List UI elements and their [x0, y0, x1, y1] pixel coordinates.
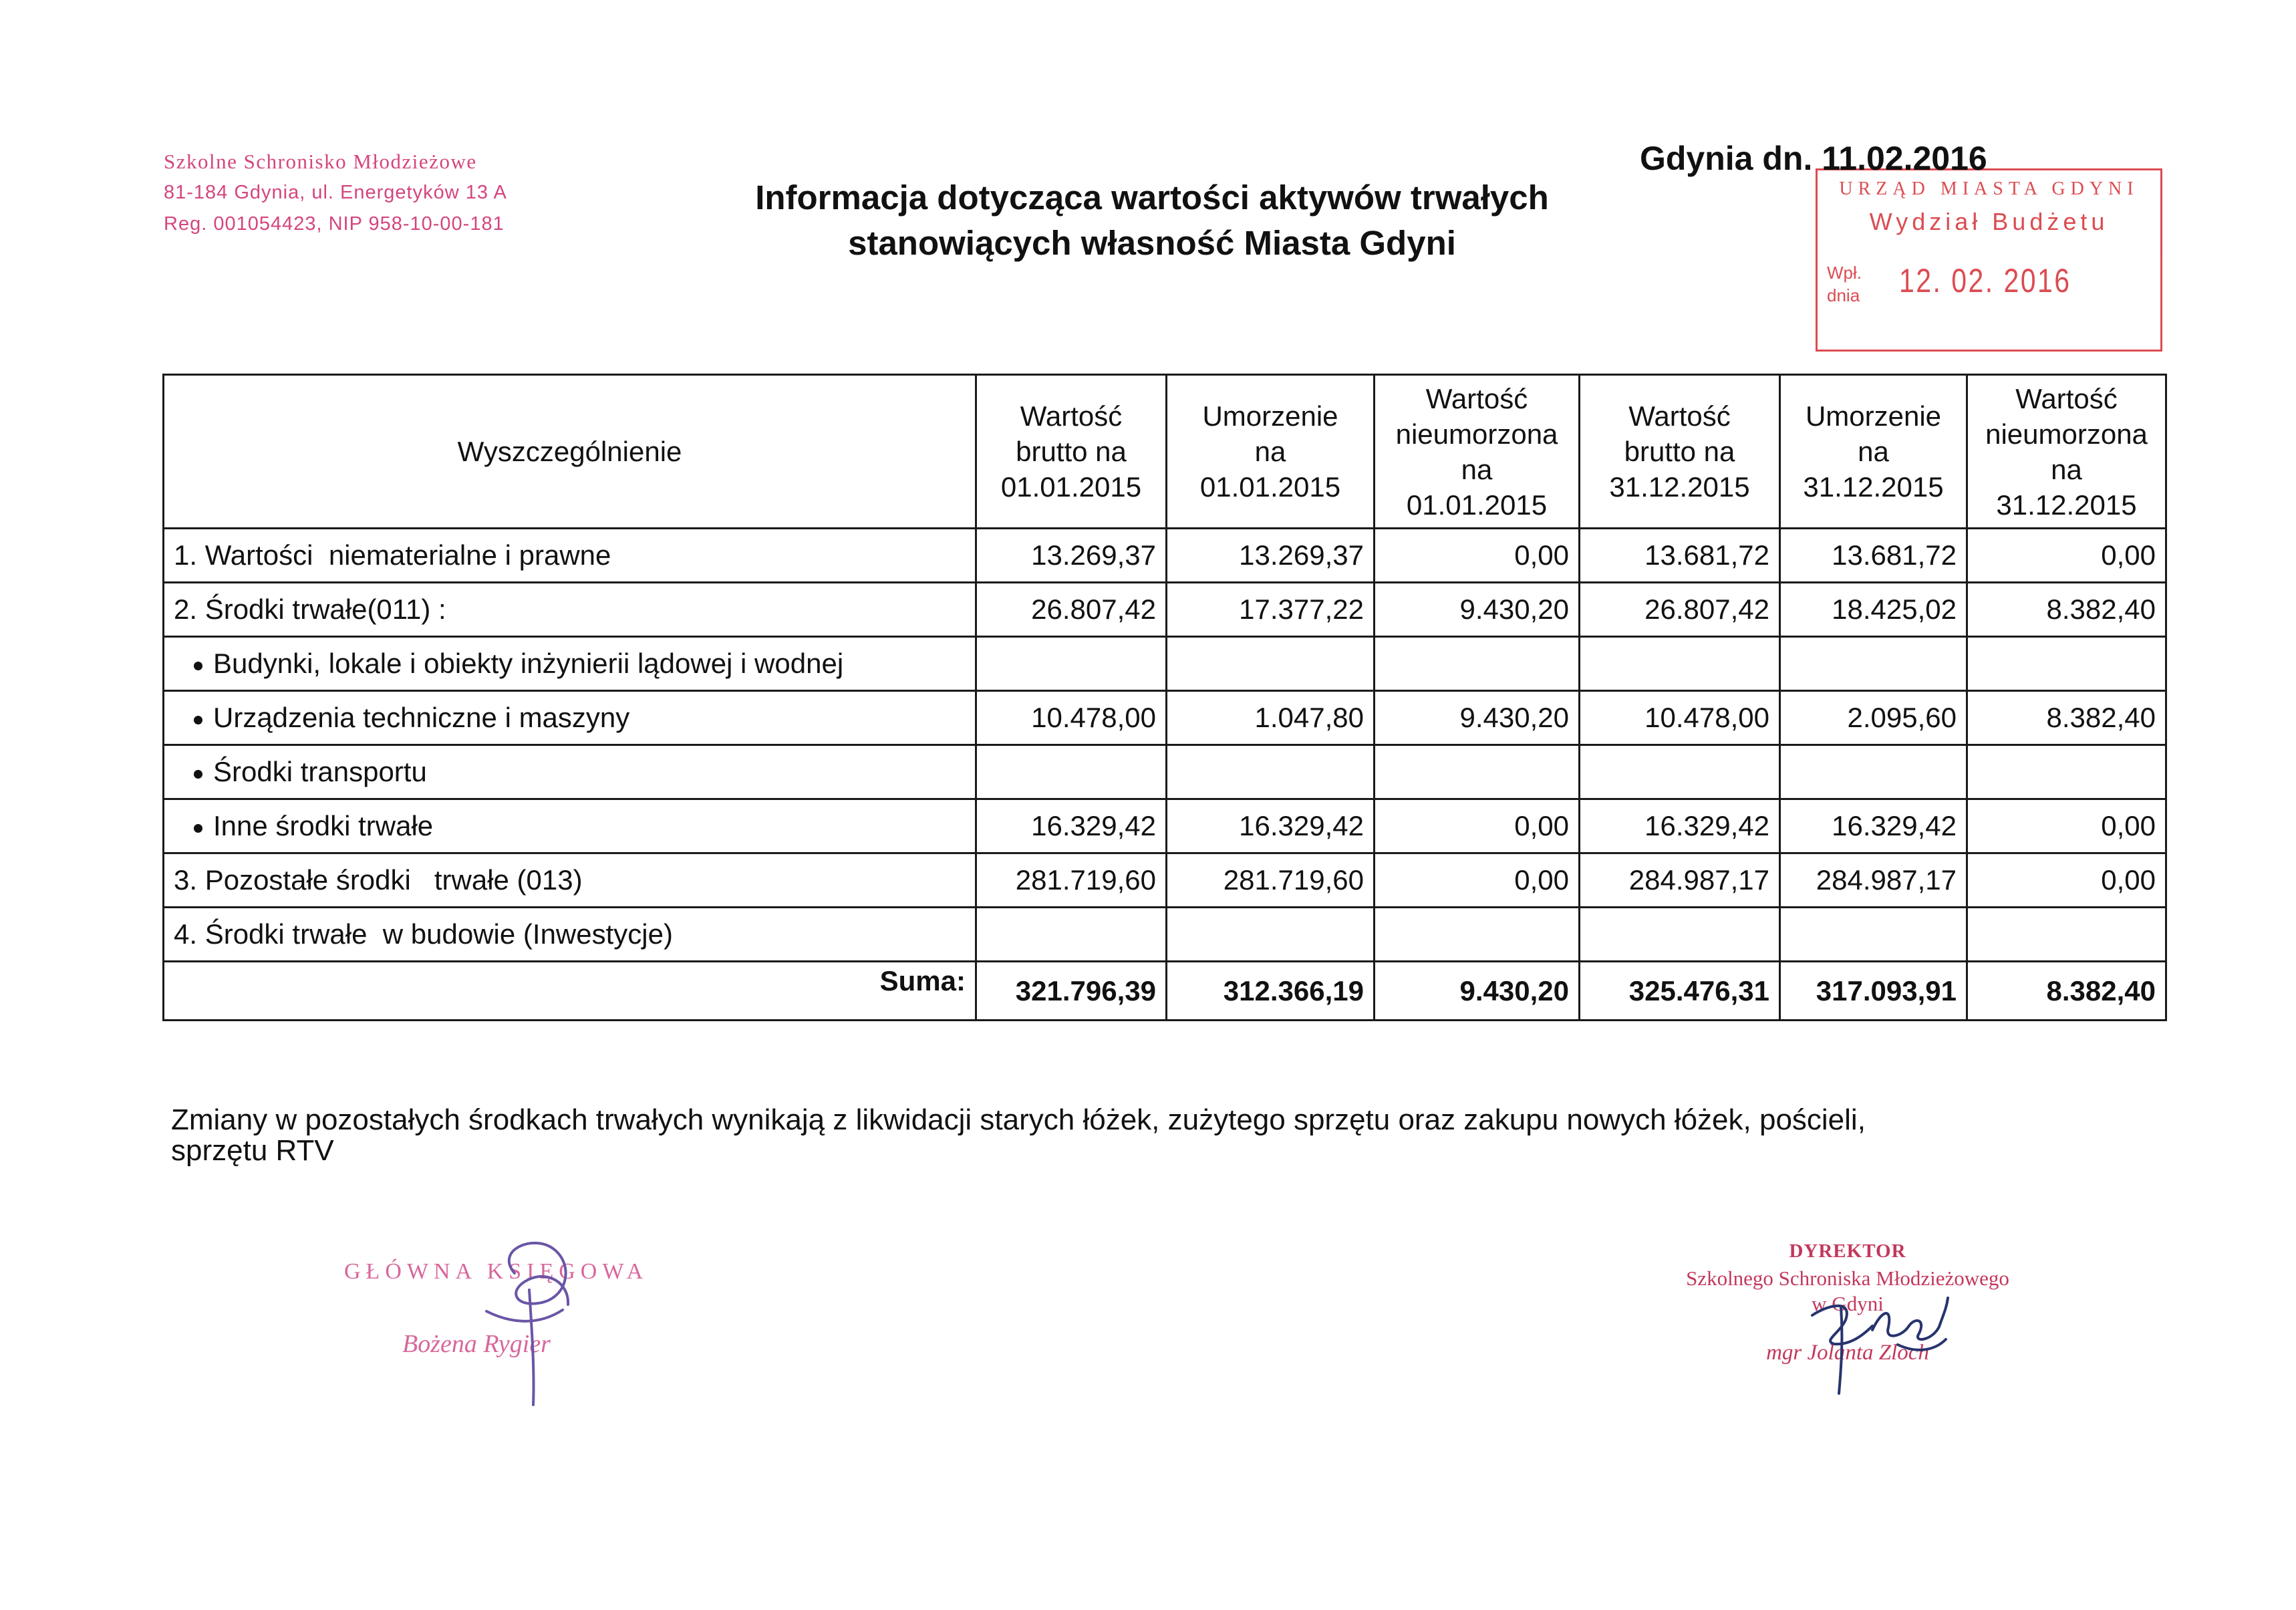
value-cell [1375, 637, 1580, 691]
table-total-row [164, 962, 2166, 1021]
value-cell: 0,00 [1375, 799, 1580, 853]
table-row [164, 853, 2166, 908]
row-label: Inne środki trwałe [213, 810, 434, 841]
director-stamp-institution: Szkolnego Schroniska Młodzieżowego [1686, 1266, 2009, 1290]
value-cell: 2.095,60 [1780, 691, 1967, 745]
header-description [164, 375, 976, 529]
total-value-cell: 317.093,91 [1780, 962, 1967, 1021]
header-line: 31.12.2015 [1609, 471, 1750, 503]
received-stamp-label-1: Wpł. [1827, 263, 1862, 283]
director-stamp-city: w Gdyni [1812, 1292, 1884, 1315]
header-net-value-end [1967, 375, 2166, 529]
value-cell [1780, 637, 1967, 691]
row-label-cell [164, 853, 976, 908]
bullet-icon [194, 824, 202, 833]
value-cell: 13.269,37 [976, 529, 1167, 583]
bullet-icon [194, 716, 202, 724]
header-gross-value-end [1580, 375, 1780, 529]
header-line: Wartość [1628, 400, 1731, 432]
value-cell [1580, 637, 1780, 691]
value-cell: 16.329,42 [1780, 799, 1967, 853]
total-value-cell: 321.796,39 [976, 962, 1167, 1021]
header-line: nieumorzona [1395, 418, 1558, 450]
value-cell [1580, 745, 1780, 799]
table-row [164, 691, 2166, 745]
table-header-row [164, 375, 2166, 529]
note-line-2: sprzętu RTV [171, 1134, 334, 1167]
header-line: na [1461, 453, 1493, 485]
header-line: na [1254, 436, 1286, 467]
row-label-cell [164, 583, 976, 637]
school-stamp-registration: Reg. 001054423, NIP 958-10-00-181 [164, 213, 505, 235]
header-depreciation-start [1167, 375, 1375, 529]
value-cell: 10.478,00 [1580, 691, 1780, 745]
place-date: Gdynia dn. 11.02.2016 [1640, 140, 1987, 177]
value-cell [1780, 745, 1967, 799]
total-value-cell: 312.366,19 [1167, 962, 1375, 1021]
header-line: Wyszczególnienie [457, 436, 682, 467]
school-stamp [164, 146, 507, 240]
value-cell: 13.681,72 [1580, 529, 1780, 583]
header-line: Wartość [1020, 400, 1123, 432]
value-cell: 284.987,17 [1580, 853, 1780, 908]
value-cell: 13.269,37 [1167, 529, 1375, 583]
row-label-cell [164, 691, 976, 745]
total-value-cell: 8.382,40 [1967, 962, 2166, 1021]
header-line: Wartość [1425, 382, 1528, 414]
row-label-cell [164, 908, 976, 962]
row-label: Urządzenia techniczne i maszyny [213, 702, 630, 733]
total-label: Suma: [164, 962, 976, 1021]
value-cell: 26.807,42 [1580, 583, 1780, 637]
value-cell: 0,00 [1375, 853, 1580, 908]
header-line: 01.01.2015 [1406, 489, 1548, 521]
value-cell: 0,00 [1375, 529, 1580, 583]
value-cell [1780, 908, 1967, 962]
header-line: na [2051, 453, 2082, 485]
row-label: 3. Pozostałe środki trwałe (013) [174, 864, 583, 896]
value-cell: 0,00 [1967, 529, 2166, 583]
value-cell [1967, 908, 2166, 962]
header-line: brutto na [1016, 436, 1127, 467]
row-label: 2. Środki trwałe(011) : [174, 593, 446, 625]
value-cell [1375, 908, 1580, 962]
row-label: 1. Wartości niematerialne i prawne [174, 539, 611, 571]
row-label: Budynki, lokale i obiekty inżynierii lądowej i wodnej [213, 648, 844, 679]
value-cell: 281.719,60 [976, 853, 1167, 908]
header-line: nieumorzona [1985, 418, 2148, 450]
value-cell: 0,00 [1967, 853, 2166, 908]
header-line: 31.12.2015 [1996, 489, 2137, 521]
value-cell [1967, 637, 2166, 691]
document-title-line-2: stanowiących własność Miasta Gdyni [848, 224, 1456, 262]
value-cell: 18.425,02 [1780, 583, 1967, 637]
value-cell: 17.377,22 [1167, 583, 1375, 637]
header-line: 31.12.2015 [1803, 471, 1944, 503]
school-stamp-address: 81-184 Gdynia, ul. Energetyków 13 A [164, 182, 507, 203]
note-line-1: Zmiany w pozostałych środkach trwałych wynikają z likwidacji starych łóżek, zużytego sprzętu oraz zakupu nowych łóżek, pościeli, [171, 1103, 1866, 1136]
header-line: Umorzenie [1202, 400, 1338, 432]
document-title-line-1: Informacja dotycząca wartości aktywów trwałych [755, 178, 1549, 217]
header-line: 01.01.2015 [1000, 471, 1142, 503]
header-gross-value-start [976, 375, 1167, 529]
value-cell: 16.329,42 [1580, 799, 1780, 853]
row-label: Środki transportu [213, 756, 427, 787]
row-label-cell [164, 745, 976, 799]
value-cell: 26.807,42 [976, 583, 1167, 637]
school-stamp-name: Szkolne Schronisko Młodzieżowe [164, 150, 477, 173]
value-cell [1167, 745, 1375, 799]
value-cell [1375, 745, 1580, 799]
table-row [164, 799, 2166, 853]
header-net-value-start [1375, 375, 1580, 529]
accountant-stamp-title: GŁÓWNA KSIĘGOWA [344, 1259, 649, 1284]
value-cell [976, 745, 1167, 799]
header-line: brutto na [1624, 436, 1735, 467]
accountant-signature-stroke [486, 1310, 563, 1321]
received-stamp-label-2: dnia [1827, 285, 1860, 305]
received-stamp-date: 12. 02. 2016 [1899, 262, 2071, 299]
header-line: Wartość [2015, 382, 2118, 414]
note-paragraph [171, 1105, 1866, 1166]
received-stamp [1816, 168, 2162, 352]
header-line: na [1858, 436, 1889, 467]
value-cell: 0,00 [1967, 799, 2166, 853]
table-row [164, 529, 2166, 583]
value-cell: 1.047,80 [1167, 691, 1375, 745]
value-cell [1167, 908, 1375, 962]
value-cell: 10.478,00 [976, 691, 1167, 745]
bullet-icon [194, 770, 202, 779]
row-label-cell [164, 637, 976, 691]
received-stamp-office: URZĄD MIASTA GDYNI [1839, 178, 2139, 199]
table-row [164, 745, 2166, 799]
row-label-cell [164, 799, 976, 853]
value-cell: 16.329,42 [1167, 799, 1375, 853]
director-stamp-title: DYREKTOR [1789, 1240, 1906, 1262]
value-cell [1580, 908, 1780, 962]
row-label: 4. Środki trwałe w budowie (Inwestycje) [174, 918, 673, 950]
value-cell: 9.430,20 [1375, 691, 1580, 745]
assets-table [162, 374, 2167, 1021]
accountant-stamp-name: Bożena Rygier [402, 1330, 551, 1358]
table-row [164, 637, 2166, 691]
received-stamp-department: Wydział Budżetu [1869, 208, 2109, 235]
header-depreciation-end [1780, 375, 1967, 529]
value-cell: 16.329,42 [976, 799, 1167, 853]
value-cell: 8.382,40 [1967, 691, 2166, 745]
bullet-icon [194, 662, 202, 670]
total-value-cell: 325.476,31 [1580, 962, 1780, 1021]
value-cell [976, 637, 1167, 691]
value-cell [976, 908, 1167, 962]
value-cell: 281.719,60 [1167, 853, 1375, 908]
table-row [164, 583, 2166, 637]
value-cell: 9.430,20 [1375, 583, 1580, 637]
header-line: 01.01.2015 [1199, 471, 1341, 503]
value-cell [1167, 637, 1375, 691]
value-cell: 13.681,72 [1780, 529, 1967, 583]
value-cell [1967, 745, 2166, 799]
director-stamp-name: mgr Jolanta Zloch [1766, 1341, 1929, 1365]
document-title [684, 175, 1620, 266]
value-cell: 8.382,40 [1967, 583, 2166, 637]
value-cell: 284.987,17 [1780, 853, 1967, 908]
row-label-cell [164, 529, 976, 583]
table-row [164, 908, 2166, 962]
header-line: Umorzenie [1805, 400, 1942, 432]
total-value-cell: 9.430,20 [1375, 962, 1580, 1021]
